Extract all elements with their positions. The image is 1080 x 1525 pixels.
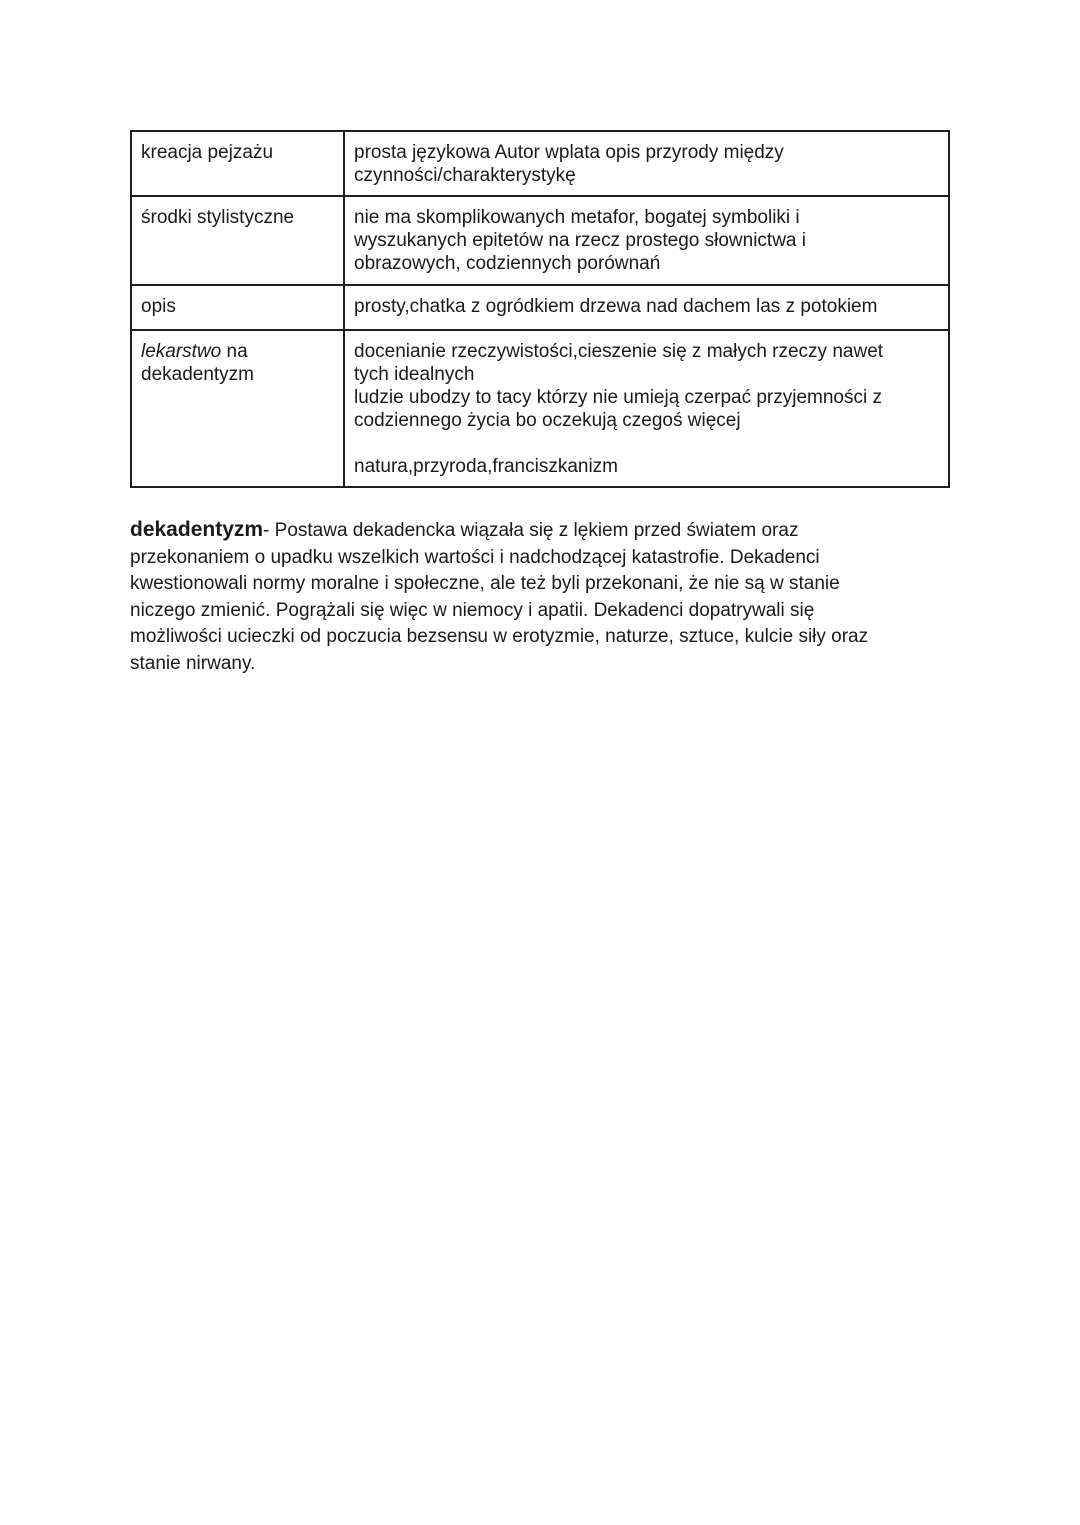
- definition-first-line: [130, 517, 920, 545]
- definition-line: kwestionowali normy moralne i społeczne, ale też byli przekonani, że nie są w stanie: [130, 573, 840, 594]
- definition-term: dekadentyzm: [130, 518, 264, 541]
- definition-line: stanie nirwany.: [130, 652, 256, 674]
- definition-line: niczego zmienić. Pogrążali się więc w niemocy i apatii. Dekadenci dopatrywali się: [130, 599, 815, 621]
- table-row: [131, 285, 949, 330]
- table-row: [131, 131, 949, 196]
- content-line: docenianie rzeczywistości,cieszenie się z małych rzeczy nawet: [354, 341, 884, 362]
- line-gap: [354, 432, 940, 455]
- row-label: [131, 330, 344, 487]
- content-line: obrazowych, codziennych porównań: [354, 253, 661, 274]
- row-content: [344, 330, 949, 487]
- content-line: codziennego życia bo oczekują czegoś więcej: [354, 410, 741, 431]
- content-line: prosta językowa Autor wplata opis przyrody między: [354, 142, 784, 163]
- definition-line: przekonaniem o upadku wszelkich wartości i nadchodzącej katastrofie. Dekadenci: [130, 546, 820, 568]
- content-line: natura,przyroda,franciszkanizm: [354, 456, 618, 477]
- content-line: nie ma skomplikowanych metafor, bogatej symboliki i: [354, 207, 800, 228]
- content-line: wyszukanych epitetów na rzecz prostego słownictwa i: [354, 230, 806, 251]
- table-row: [131, 330, 949, 487]
- row-content: [344, 285, 949, 330]
- row-label: środki stylistyczne: [131, 196, 344, 285]
- row-label-italic: lekarstwo: [141, 341, 222, 362]
- row-label-rest: na: [221, 341, 248, 362]
- table-row: [131, 196, 949, 285]
- content-line: ludzie ubodzy to tacy którzy nie umieją czerpać przyjemności z: [354, 387, 883, 408]
- content-line: prosty,chatka z ogródkiem drzewa nad dachem las z potokiem: [354, 296, 878, 317]
- definition-line: możliwości ucieczki od poczucia bezsensu w erotyzmie, naturze, sztuce, kulcie siły oraz: [130, 626, 869, 647]
- row-label: opis: [131, 285, 344, 330]
- notes-table: [130, 130, 950, 488]
- row-content: [344, 131, 949, 196]
- definition-text: - Postawa dekadencka wiązała się z lękiem przed światem oraz: [263, 520, 799, 541]
- content-line: tych idealnych: [354, 364, 475, 385]
- row-label: kreacja pejzażu: [131, 131, 344, 196]
- row-label-rest: dekadentyzm: [141, 364, 255, 385]
- row-content: [344, 196, 949, 285]
- definition-paragraph: [130, 517, 920, 677]
- content-line: czynności/charakterystykę: [354, 165, 576, 186]
